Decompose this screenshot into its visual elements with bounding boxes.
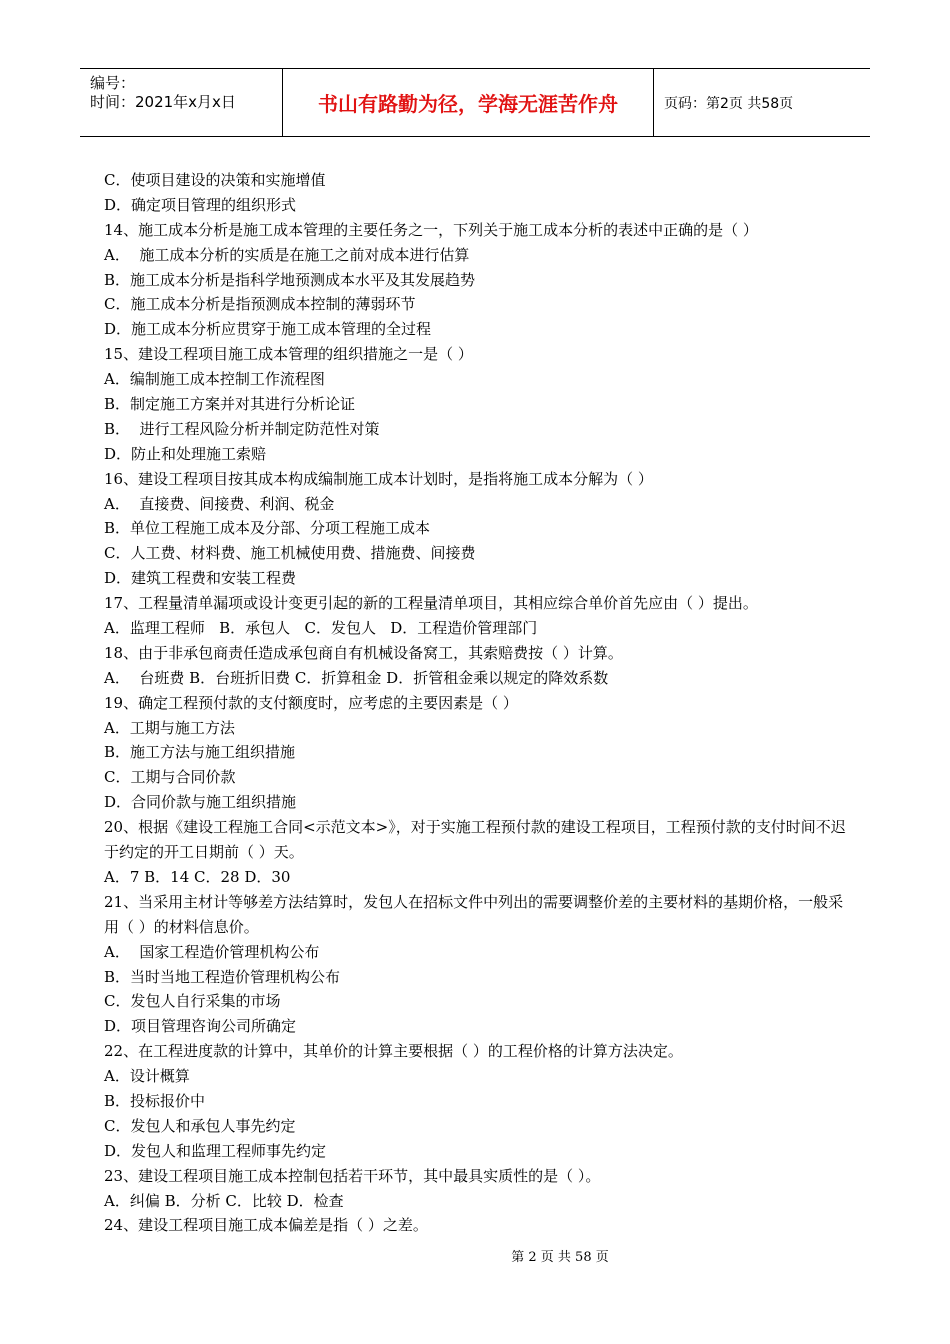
document-body — [104, 168, 854, 1238]
question-22: 22、在工程进度款的计算中，其单价的计算主要根据（ ）的工程价格的计算方法决定。 — [104, 1042, 683, 1061]
text-line: C．发包人和承包人事先约定 — [104, 1116, 296, 1135]
text-line: A．设计概算 — [104, 1067, 190, 1086]
text-line: D．防止和处理施工索赔 — [104, 444, 267, 463]
question-14: 14、施工成本分析是施工成本管理的主要任务之一，下列关于施工成本分析的表述中正确的是（ ） — [104, 220, 758, 239]
page-footer — [0, 1246, 950, 1265]
text-line: A． 直接费、间接费、利润、税金 — [104, 494, 335, 513]
text-line: B．制定施工方案并对其进行分析论证 — [104, 395, 356, 414]
text-line: A．编制施工成本控制工作流程图 — [104, 370, 325, 389]
question-19: 19、确定工程预付款的支付额度时，应考虑的主要因素是（ ） — [104, 693, 518, 712]
text-line: A．7 B．14 C．28 D．30 — [104, 867, 291, 886]
text-line: C．工期与合同价款 — [104, 768, 236, 787]
text-line: C．发包人自行采集的市场 — [104, 992, 281, 1011]
text-line: A．监理工程师 B．承包人 C．发包人 D．工程造价管理部门 — [104, 619, 538, 638]
header-page-info: 页码：第2页 共58页 — [664, 95, 794, 112]
question-18: 18、由于非承包商责任造成承包商自有机械设备窝工，其索赔费按（ ）计算。 — [104, 643, 623, 662]
header-meta — [80, 69, 283, 136]
text-line: D．合同价款与施工组织措施 — [104, 793, 297, 812]
question-17: 17、工程量清单漏项或设计变更引起的新的工程量清单项目，其相应综合单价首先应由（ ）提出。 — [104, 594, 758, 613]
question-21: 21、当采用主材计等够差方法结算时，发包人在招标文件中列出的需要调整价差的主要材料的基期价格，一般采用（ ）的材料信息价。 — [104, 892, 844, 936]
text-line: C．施工成本分析是指预测成本控制的薄弱环节 — [104, 295, 416, 314]
text-line: B． 进行工程风险分析并制定防范性对策 — [104, 419, 380, 438]
question-16: 16、建设工程项目按其成本构成编制施工成本计划时，是指将施工成本分解为（ ） — [104, 469, 653, 488]
text-line: D．建筑工程费和安装工程费 — [104, 569, 297, 588]
text-line: D．发包人和监理工程师事先约定 — [104, 1141, 327, 1160]
footer-page-number: 第 2 页 共 58 页 — [511, 1250, 609, 1265]
text-line: B．单位工程施工成本及分部、分项工程施工成本 — [104, 519, 431, 538]
question-20: 20、根据《建设工程施工合同<示范文本>》，对于实施工程预付款的建设工程项目，工程预付款的支付时间不迟于约定的开工日期前（ ）天。 — [104, 818, 846, 862]
page-header — [80, 68, 870, 137]
text-line: A． 国家工程造价管理机构公布 — [104, 942, 320, 961]
text-line: A．纠偏 B．分析 C．比较 D．检查 — [104, 1191, 344, 1210]
text-line: D．项目管理咨询公司所确定 — [104, 1017, 297, 1036]
text-line: B．施工方法与施工组织措施 — [104, 743, 296, 762]
text-line: A． 施工成本分析的实质是在施工之前对成本进行估算 — [104, 245, 470, 264]
text-line: B．当时当地工程造价管理机构公布 — [104, 967, 341, 986]
text-line: D．确定项目管理的组织形式 — [104, 195, 297, 214]
text-line: C．人工费、材料费、施工机械使用费、措施费、间接费 — [104, 544, 476, 563]
text-line: A． 台班费 B．台班折旧费 C．折算租金 D．折管租金乘以规定的降效系数 — [104, 668, 609, 687]
text-line: B．投标报价中 — [104, 1092, 206, 1111]
header-motto: 书山有路勤为径，学海无涯苦作舟 — [283, 69, 654, 136]
question-15: 15、建设工程项目施工成本管理的组织措施之一是（ ） — [104, 345, 473, 364]
text-line: D．施工成本分析应贯穿于施工成本管理的全过程 — [104, 320, 432, 339]
text-line: C．使项目建设的决策和实施增值 — [104, 171, 326, 189]
text-line: A．工期与施工方法 — [104, 718, 235, 737]
question-24: 24、建设工程项目施工成本偏差是指（ ）之差。 — [104, 1216, 428, 1235]
text-line: B．施工成本分析是指科学地预测成本水平及其发展趋势 — [104, 270, 476, 289]
serial-label: 编号： — [90, 74, 136, 92]
date-label: 时间：2021年x月x日 — [90, 93, 236, 111]
question-23: 23、建设工程项目施工成本控制包括若干环节，其中最具实质性的是（ ）。 — [104, 1166, 601, 1185]
